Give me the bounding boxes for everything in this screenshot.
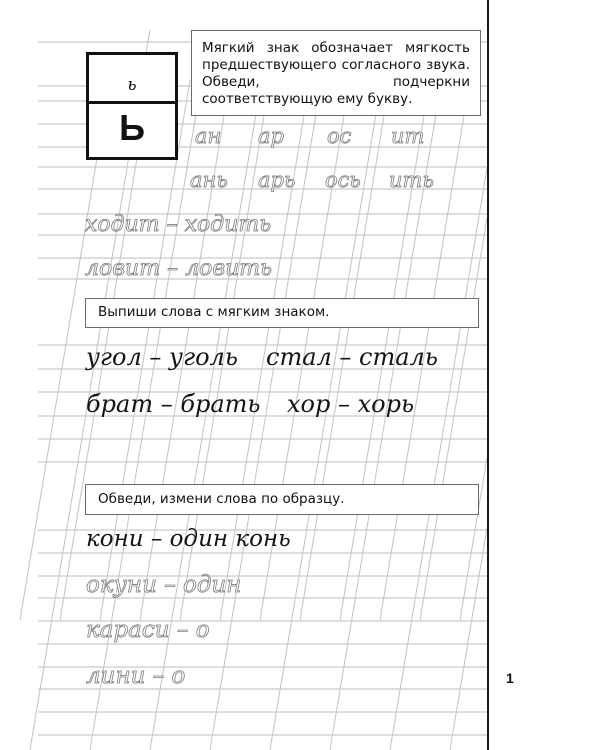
soft-syllable-trace: ань xyxy=(190,168,228,192)
small-soft-sign: ь xyxy=(127,75,137,95)
trace-task: лини – о xyxy=(86,663,186,689)
instruction-box-change-words: Обведи, измени слова по образцу. xyxy=(85,484,479,515)
soft-syllable-trace: ить xyxy=(389,168,434,192)
soft-syllable-trace: арь xyxy=(258,168,296,192)
trace-task: окуни – один xyxy=(86,572,242,598)
instruction-box-copy-words: Выпиши слова с мягким знаком. xyxy=(85,298,479,328)
page-number: 1 xyxy=(506,670,514,686)
instruction-box-soft-sign: Мягкий знак обозначает мягкость предшествующего согласного звука. Обведи, подчеркни соответствующую ему букву. xyxy=(191,30,481,116)
soft-syllable-trace: ось xyxy=(325,168,361,192)
big-soft-sign: Ь xyxy=(119,107,145,148)
trace-example: ловит – ловить xyxy=(85,256,273,281)
written-pair: стал – сталь xyxy=(266,343,438,371)
letter-card xyxy=(86,52,178,160)
syllable-trace: ан xyxy=(195,124,222,148)
written-pair: брат – брать xyxy=(86,390,261,418)
written-pair: хор – хорь xyxy=(287,390,415,418)
model-line: кони – один конь xyxy=(86,526,291,552)
trace-example: ходит – ходить xyxy=(85,212,272,237)
letter-card-bottom xyxy=(89,104,175,157)
syllable-trace: ит xyxy=(391,124,425,148)
written-pair: угол – уголь xyxy=(86,343,238,371)
syllable-trace: ос xyxy=(327,124,352,148)
letter-card-top xyxy=(89,55,175,104)
syllable-trace: ар xyxy=(258,124,284,148)
trace-task: караси – о xyxy=(86,617,210,643)
